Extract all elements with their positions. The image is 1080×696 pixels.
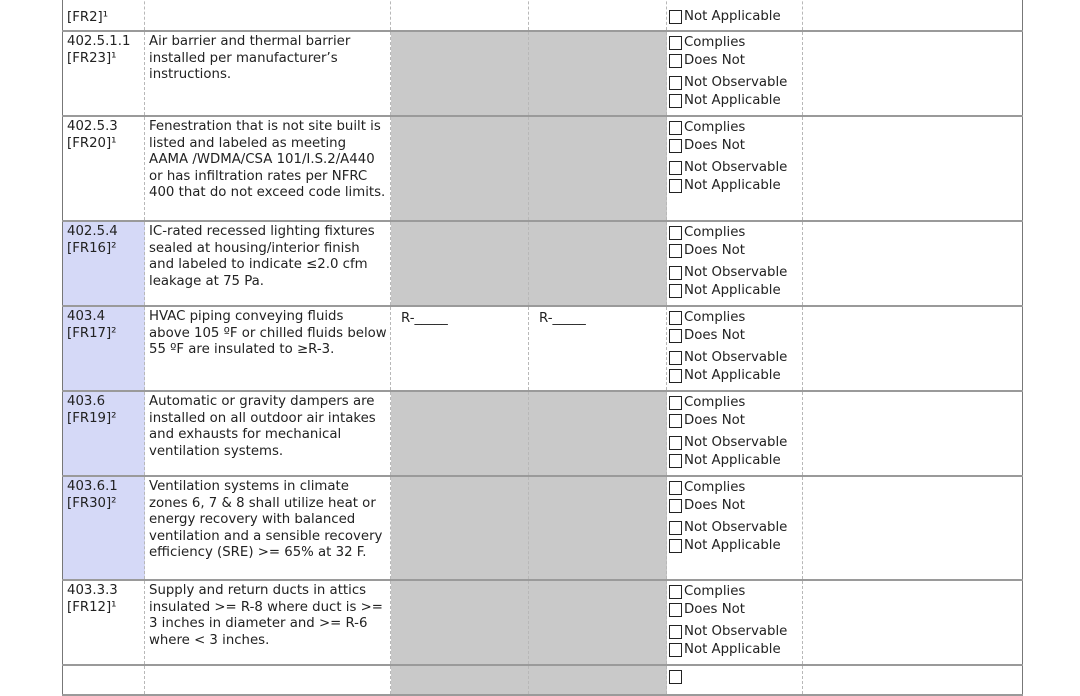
code-cell bbox=[63, 31, 145, 116]
checkbox[interactable] bbox=[669, 121, 682, 135]
checkbox[interactable] bbox=[669, 54, 682, 68]
code-ref: [FR23]¹ bbox=[67, 50, 117, 66]
description-cell bbox=[145, 476, 391, 580]
not-applicable-option[interactable]: Not Applicable bbox=[669, 282, 802, 300]
checklist-page bbox=[62, 0, 1022, 696]
checkbox[interactable] bbox=[669, 226, 682, 240]
status-cell bbox=[667, 221, 803, 306]
checkbox[interactable] bbox=[669, 414, 682, 428]
field-value-cell bbox=[529, 31, 667, 116]
code-section: 403.6.1 bbox=[67, 479, 118, 494]
requirement-text: Automatic or gravity dampers are installed on all outdoor air intakes and exhausts for mechanical ventilation systems. bbox=[149, 394, 376, 459]
not-applicable-option[interactable]: Not Applicable bbox=[669, 367, 802, 385]
not-applicable-option[interactable]: Not Applicable bbox=[669, 8, 802, 26]
field-value-cell bbox=[529, 665, 667, 695]
comments-cell[interactable] bbox=[803, 476, 1023, 580]
table-row bbox=[63, 116, 1023, 221]
plans-value-cell bbox=[391, 580, 529, 665]
not-observable-option[interactable]: Not Observable bbox=[669, 623, 802, 641]
description-cell bbox=[145, 0, 391, 31]
plans-value-cell bbox=[391, 116, 529, 221]
code-ref: [FR20]¹ bbox=[67, 135, 117, 151]
code-ref: [FR2]¹ bbox=[67, 10, 109, 25]
not-applicable-option[interactable]: Not Applicable bbox=[669, 537, 802, 555]
table-row bbox=[63, 31, 1023, 116]
does-not-option[interactable]: Does Not bbox=[669, 412, 802, 430]
code-ref: [FR30]² bbox=[67, 495, 117, 511]
description-cell bbox=[145, 306, 391, 391]
plans-value-cell[interactable] bbox=[391, 306, 529, 391]
complies-option[interactable]: Complies bbox=[669, 34, 802, 52]
not-observable-option[interactable]: Not Observable bbox=[669, 349, 802, 367]
status-cell bbox=[667, 31, 803, 116]
comments-cell[interactable] bbox=[803, 665, 1023, 695]
requirement-text: Supply and return ducts in attics insulated >= R-8 where duct is >= 3 inches in diameter and >= R-6 where < 3 inches. bbox=[149, 583, 383, 648]
not-applicable-option[interactable]: Not Applicable bbox=[669, 92, 802, 110]
table-row-partial-bottom bbox=[63, 665, 1023, 695]
checkbox[interactable] bbox=[669, 521, 682, 535]
description-cell bbox=[145, 31, 391, 116]
complies-option[interactable]: Complies bbox=[669, 309, 802, 327]
comments-cell[interactable] bbox=[803, 306, 1023, 391]
comments-cell[interactable] bbox=[803, 391, 1023, 476]
table-row bbox=[63, 221, 1023, 306]
table-row bbox=[63, 476, 1023, 580]
complies-option[interactable]: Complies bbox=[669, 224, 802, 242]
field-value-cell bbox=[529, 476, 667, 580]
checkbox[interactable] bbox=[669, 266, 682, 280]
inspection-checklist-table bbox=[62, 0, 1023, 696]
description-cell bbox=[145, 580, 391, 665]
code-cell bbox=[63, 221, 145, 306]
checkbox[interactable] bbox=[669, 499, 682, 513]
code-section: 403.4 bbox=[67, 309, 106, 324]
code-section: 402.5.4 bbox=[67, 224, 118, 239]
checkbox[interactable] bbox=[669, 585, 682, 599]
checkbox[interactable] bbox=[669, 643, 682, 657]
code-ref: [FR17]² bbox=[67, 325, 117, 341]
checkbox[interactable] bbox=[669, 76, 682, 90]
checkbox[interactable] bbox=[669, 179, 682, 193]
description-cell bbox=[145, 116, 391, 221]
status-cell bbox=[667, 306, 803, 391]
checkbox[interactable] bbox=[669, 161, 682, 175]
status-cell bbox=[667, 116, 803, 221]
comments-cell[interactable] bbox=[803, 221, 1023, 306]
comments-cell[interactable] bbox=[803, 0, 1023, 31]
checkbox[interactable] bbox=[669, 454, 682, 468]
requirement-text: Air barrier and thermal barrier installed per manufacturer’s instructions. bbox=[149, 34, 351, 82]
code-cell bbox=[63, 0, 145, 31]
r-value-blank[interactable]: R-_____ bbox=[539, 311, 586, 326]
checkbox[interactable] bbox=[669, 311, 682, 325]
requirement-text: HVAC piping conveying fluids above 105 ºF or chilled fluids below 55 ºF are insulated to ≥R-3. bbox=[149, 309, 387, 357]
code-cell bbox=[63, 580, 145, 665]
plans-value-cell bbox=[391, 221, 529, 306]
code-ref: [FR12]¹ bbox=[67, 599, 117, 615]
comments-cell[interactable] bbox=[803, 580, 1023, 665]
complies-option[interactable]: Complies bbox=[669, 583, 802, 601]
description-cell bbox=[145, 391, 391, 476]
checkbox[interactable] bbox=[669, 539, 682, 553]
field-value-cell bbox=[529, 0, 667, 31]
code-section: 402.5.3 bbox=[67, 119, 118, 134]
checkbox[interactable] bbox=[669, 94, 682, 108]
does-not-option[interactable]: Does Not bbox=[669, 137, 802, 155]
checkbox[interactable] bbox=[669, 244, 682, 258]
code-ref: [FR16]² bbox=[67, 240, 117, 256]
complies-option[interactable]: Complies bbox=[669, 394, 802, 412]
comments-cell[interactable] bbox=[803, 31, 1023, 116]
checkbox[interactable] bbox=[669, 625, 682, 639]
status-cell bbox=[667, 665, 803, 695]
does-not-option[interactable]: Does Not bbox=[669, 327, 802, 345]
requirement-text: Ventilation systems in climate zones 6, 7 & 8 shall utilize heat or energy recovery with balanced ventilation and a sensible recovery efficiency (SRE) >= 65% at 32 F. bbox=[149, 479, 383, 560]
checkbox[interactable] bbox=[669, 603, 682, 617]
plans-value-cell bbox=[391, 476, 529, 580]
plans-value-cell bbox=[391, 391, 529, 476]
not-observable-option[interactable]: Not Observable bbox=[669, 519, 802, 537]
not-observable-option[interactable]: Not Observable bbox=[669, 434, 802, 452]
does-not-option[interactable]: Does Not bbox=[669, 52, 802, 70]
checkbox[interactable] bbox=[669, 670, 682, 684]
checkbox[interactable] bbox=[669, 369, 682, 383]
field-value-cell bbox=[529, 116, 667, 221]
not-applicable-option[interactable]: Not Applicable bbox=[669, 641, 802, 659]
status-cell bbox=[667, 391, 803, 476]
complies-option[interactable]: Complies bbox=[669, 479, 802, 497]
code-cell bbox=[63, 306, 145, 391]
description-cell bbox=[145, 665, 391, 695]
r-value-blank[interactable]: R-_____ bbox=[401, 311, 448, 326]
not-applicable-option[interactable]: Not Applicable bbox=[669, 177, 802, 195]
field-value-cell bbox=[529, 391, 667, 476]
checkbox[interactable] bbox=[669, 436, 682, 450]
field-value-cell bbox=[529, 221, 667, 306]
not-observable-option[interactable]: Not Observable bbox=[669, 74, 802, 92]
status-cell bbox=[667, 476, 803, 580]
not-observable-option[interactable]: Not Observable bbox=[669, 264, 802, 282]
requirement-text: IC-rated recessed lighting fixtures sealed at housing/interior finish and labeled to indicate ≤2.0 cfm leakage at 75 Pa. bbox=[149, 224, 375, 289]
requirement-text: Fenestration that is not site built is listed and labeled as meeting AAMA /WDMA/CSA 101/I.S.2/A440 or has infiltration rates per NFRC 400 that do not exceed code limits. bbox=[149, 119, 386, 200]
not-observable-option[interactable]: Not Observable bbox=[669, 159, 802, 177]
field-value-cell bbox=[529, 580, 667, 665]
complies-option[interactable] bbox=[669, 668, 802, 686]
complies-option[interactable]: Complies bbox=[669, 119, 802, 137]
code-cell bbox=[63, 116, 145, 221]
comments-cell[interactable] bbox=[803, 116, 1023, 221]
table-row bbox=[63, 306, 1023, 391]
plans-value-cell bbox=[391, 665, 529, 695]
code-section: 403.3.3 bbox=[67, 583, 118, 598]
status-cell bbox=[667, 0, 803, 31]
field-value-cell[interactable] bbox=[529, 306, 667, 391]
checkbox[interactable] bbox=[669, 351, 682, 365]
code-ref: [FR19]² bbox=[67, 410, 117, 426]
checkbox[interactable] bbox=[669, 284, 682, 298]
table-row bbox=[63, 580, 1023, 665]
code-cell bbox=[63, 665, 145, 695]
code-cell bbox=[63, 391, 145, 476]
not-applicable-option[interactable]: Not Applicable bbox=[669, 452, 802, 470]
checkbox[interactable] bbox=[669, 481, 682, 495]
checkbox[interactable] bbox=[669, 10, 682, 24]
description-cell bbox=[145, 221, 391, 306]
code-section: 402.5.1.1 bbox=[67, 34, 131, 49]
does-not-option[interactable]: Does Not bbox=[669, 242, 802, 260]
table-row-partial-top bbox=[63, 0, 1023, 31]
checkbox[interactable] bbox=[669, 329, 682, 343]
code-cell bbox=[63, 476, 145, 580]
does-not-option[interactable]: Does Not bbox=[669, 601, 802, 619]
checkbox[interactable] bbox=[669, 396, 682, 410]
does-not-option[interactable]: Does Not bbox=[669, 497, 802, 515]
plans-value-cell bbox=[391, 31, 529, 116]
checkbox[interactable] bbox=[669, 139, 682, 153]
code-section: 403.6 bbox=[67, 394, 106, 409]
status-cell bbox=[667, 580, 803, 665]
table-row bbox=[63, 391, 1023, 476]
checkbox[interactable] bbox=[669, 36, 682, 50]
plans-value-cell bbox=[391, 0, 529, 31]
